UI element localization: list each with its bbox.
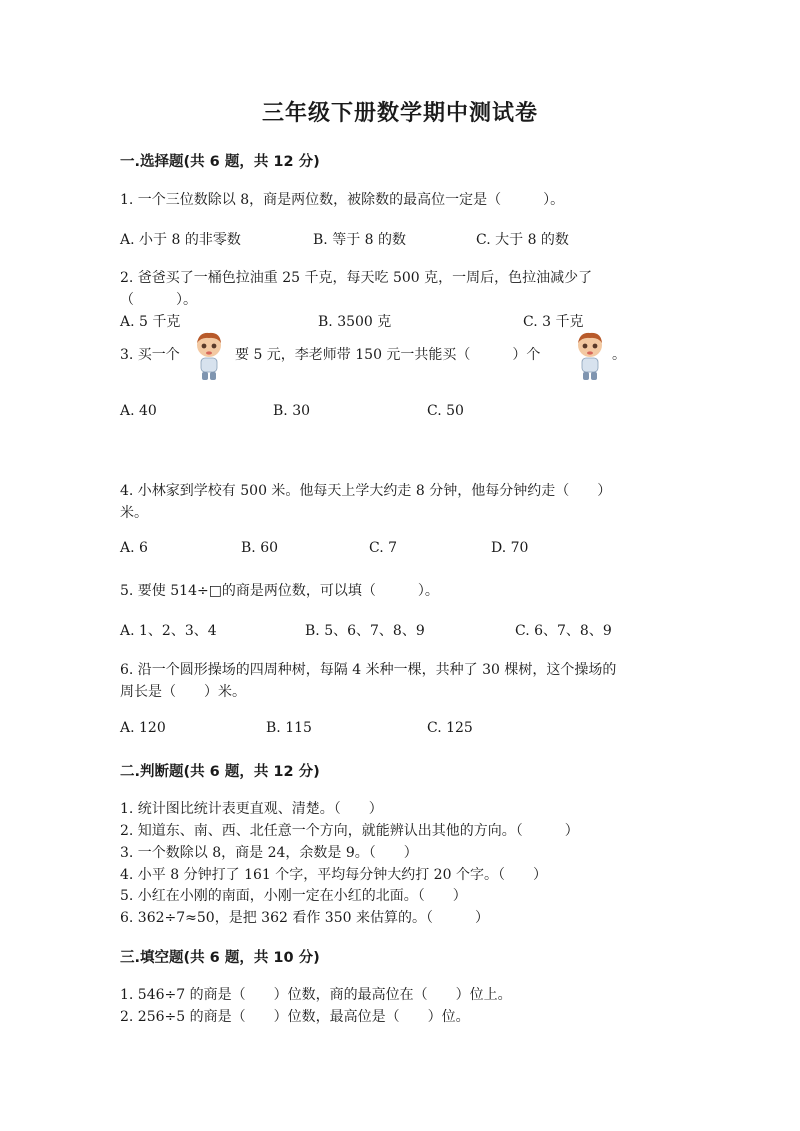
question-3-part-2: 要 5 元，李老师带 150 元一共能买（ ）个 xyxy=(235,347,541,363)
q2-option-a: A. 5 千克 xyxy=(120,314,181,330)
boy-doll-icon xyxy=(191,330,227,382)
fill-blank-item: 1. 546÷7 的商是（ ）位数，商的最高位在（ ）位上。 xyxy=(120,987,512,1003)
q4-option-d: D. 70 xyxy=(491,540,529,556)
judgment-item: 4. 小平 8 分钟打了 161 个字，平均每分钟大约打 20 个字。（ ） xyxy=(120,867,547,883)
q6-option-b: B. 115 xyxy=(266,720,312,736)
q6-option-a: A. 120 xyxy=(120,720,166,736)
question-2-line-1: 2. 爸爸买了一桶色拉油重 25 千克，每天吃 500 克，一周后，色拉油减少了 xyxy=(120,270,593,286)
judgment-item: 6. 362÷7≈50，是把 362 看作 350 来估算的。（ ） xyxy=(120,910,489,926)
question-3-part-3: 。 xyxy=(612,347,626,363)
judgment-item: 1. 统计图比统计表更直观、清楚。（ ） xyxy=(120,801,383,817)
q1-option-c: C. 大于 8 的数 xyxy=(476,232,569,248)
q5-option-b: B. 5、6、7、8、9 xyxy=(305,623,425,639)
q4-option-c: C. 7 xyxy=(369,540,398,556)
q4-option-a: A. 6 xyxy=(120,540,148,556)
q3-option-c: C. 50 xyxy=(427,403,464,419)
q3-option-a: A. 40 xyxy=(120,403,157,419)
judgment-item: 3. 一个数除以 8，商是 24，余数是 9。（ ） xyxy=(120,845,418,861)
judgment-item: 2. 知道东、南、西、北任意一个方向，就能辨认出其他的方向。（ ） xyxy=(120,823,579,839)
q2-option-b: B. 3500 克 xyxy=(318,314,392,330)
question-1: 1. 一个三位数除以 8，商是两位数，被除数的最高位一定是（ ）。 xyxy=(120,192,565,208)
q1-option-a: A. 小于 8 的非零数 xyxy=(120,232,241,248)
question-5: 5. 要使 514÷□的商是两位数，可以填（ ）。 xyxy=(120,583,439,599)
q1-option-b: B. 等于 8 的数 xyxy=(313,232,406,248)
q5-option-c: C. 6、7、8、9 xyxy=(515,623,612,639)
question-6-line-1: 6. 沿一个圆形操场的四周种树，每隔 4 米种一棵，共种了 30 棵树，这个操场的 xyxy=(120,662,617,678)
question-6-line-2: 周长是（ ）米。 xyxy=(120,684,246,700)
question-2-line-2: （ ）。 xyxy=(120,292,197,308)
judgment-item: 5. 小红在小刚的南面，小刚一定在小红的北面。（ ） xyxy=(120,888,467,904)
question-4-line-1: 4. 小林家到学校有 500 米。他每天上学大约走 8 分钟，他每分钟约走（ ） xyxy=(120,483,612,499)
question-4-line-2: 米。 xyxy=(120,505,148,521)
question-3-part-1: 3. 买一个 xyxy=(120,347,180,363)
page-title: 三年级下册数学期中测试卷 xyxy=(261,101,538,126)
boy-doll-icon xyxy=(572,330,608,382)
q5-option-a: A. 1、2、3、4 xyxy=(120,623,217,639)
section-heading-judgment: 二.判断题(共 6 题，共 12 分) xyxy=(120,764,320,780)
section-heading-choice: 一.选择题(共 6 题，共 12 分) xyxy=(120,154,320,170)
q2-option-c: C. 3 千克 xyxy=(523,314,584,330)
section-heading-fill-blank: 三.填空题(共 6 题，共 10 分) xyxy=(120,950,320,966)
q3-option-b: B. 30 xyxy=(273,403,311,419)
q6-option-c: C. 125 xyxy=(427,720,473,736)
fill-blank-item: 2. 256÷5 的商是（ ）位数，最高位是（ ）位。 xyxy=(120,1009,470,1025)
q4-option-b: B. 60 xyxy=(241,540,279,556)
